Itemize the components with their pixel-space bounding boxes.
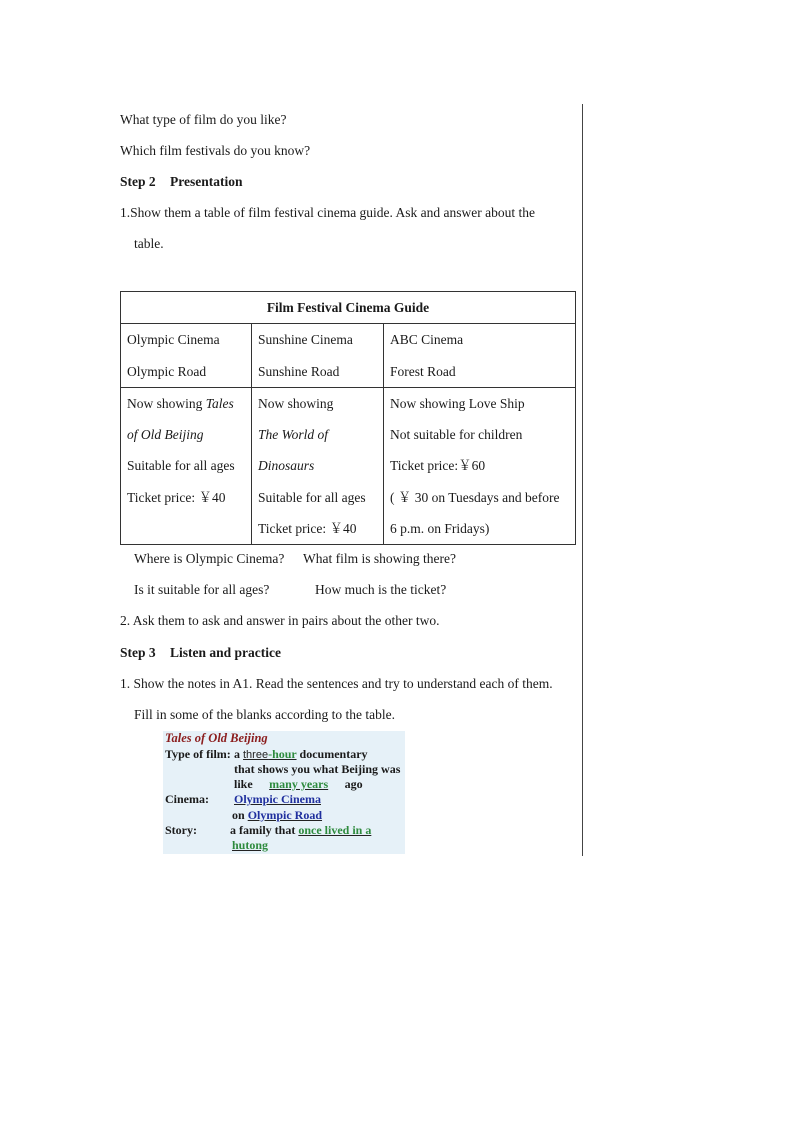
notes-blank-road: Olympic Road — [247, 808, 323, 822]
notes-blank-hour: -hour — [268, 747, 297, 761]
suitability: Suitable for all ages — [127, 458, 235, 474]
notes-on-line — [232, 808, 344, 823]
notes-title: Tales of Old Beijing — [165, 731, 268, 745]
film-title-part2: of Old Beijing — [127, 427, 204, 443]
ticket-price: Ticket price: ￥40 — [127, 489, 226, 505]
discount-line1: ( ￥ 30 on Tuesdays and before — [390, 489, 560, 505]
suitability: Not suitable for children — [390, 427, 523, 443]
notes-blank-three: three — [243, 749, 269, 761]
table-row — [121, 387, 576, 544]
suitability: Suitable for all ages — [258, 489, 366, 505]
table-cell — [252, 387, 384, 544]
notes-blank-many-years: many years — [269, 777, 329, 791]
ticket-price: Ticket price: ￥40 — [258, 521, 357, 537]
step3-title: Listen and practice — [170, 645, 281, 660]
showing-line: Now showing Love Ship — [390, 395, 525, 411]
table-cell — [121, 387, 252, 544]
table-cell — [384, 324, 576, 388]
table-question-2: What film is showing there? — [303, 551, 456, 566]
notes-line2: that shows you what Beijing was — [234, 762, 401, 776]
showing-prefix: Now showing — [127, 395, 206, 411]
table-title: Film Festival Cinema Guide — [121, 292, 576, 324]
page-vertical-rule — [582, 104, 583, 856]
film-title-part1: Tales — [205, 395, 234, 411]
cinema-guide-table — [120, 291, 576, 545]
cinema-road: Forest Road — [390, 363, 456, 379]
cinema-name: Olympic Cinema — [127, 332, 220, 348]
step2-label: Step 2 — [120, 174, 156, 189]
notes-story-text: a family that — [230, 823, 296, 837]
showing-line: Now showing — [258, 395, 334, 411]
table-cell — [121, 324, 252, 388]
table-row — [121, 324, 576, 388]
notes-like-line — [234, 777, 363, 792]
showing-line — [127, 388, 245, 419]
step2-item2: 2. Ask them to ask and answer in pairs about the other two. — [120, 613, 440, 628]
ticket-price: Ticket price:￥60 — [390, 458, 486, 474]
cinema-road: Olympic Road — [127, 363, 207, 379]
notes-blank-story1: once lived in a — [298, 823, 372, 837]
step3-item1-line2: Fill in some of the blanks according to the table. — [134, 707, 395, 722]
step3-heading — [120, 645, 281, 661]
notes-blank-cinema: Olympic Cinema — [234, 792, 321, 806]
notes-image — [163, 731, 405, 854]
table-header-row — [121, 292, 576, 324]
step2-title: Presentation — [170, 174, 243, 189]
notes-cinema-label: Cinema: — [165, 792, 209, 806]
step2-heading — [120, 174, 243, 190]
table-question-3: Is it suitable for all ages? — [134, 582, 270, 597]
intro-question-1: What type of film do you like? — [120, 112, 287, 127]
intro-question-2: Which film festivals do you know? — [120, 143, 311, 158]
table-cell — [384, 387, 576, 544]
notes-story-line — [230, 823, 371, 838]
notes-on: on — [232, 808, 245, 822]
notes-type-line — [234, 747, 368, 762]
notes-ago: ago — [344, 777, 363, 791]
cinema-name: ABC Cinema — [390, 332, 464, 348]
table-question-1: Where is Olympic Cinema? — [134, 551, 285, 566]
cinema-road: Sunshine Road — [258, 363, 340, 379]
step3-label: Step 3 — [120, 645, 156, 660]
cinema-name: Sunshine Cinema — [258, 332, 353, 348]
notes-type-label: Type of film: — [165, 747, 231, 761]
discount-line2: 6 p.m. on Fridays) — [390, 521, 490, 537]
film-title-part2: Dinosaurs — [258, 458, 315, 474]
notes-a: a — [234, 747, 240, 761]
table-question-4: How much is the ticket? — [315, 582, 447, 597]
step2-item1-line2: table. — [134, 236, 164, 251]
notes-story-label: Story: — [165, 823, 197, 837]
step2-item1-line1: 1.Show them a table of film festival cinema guide. Ask and answer about the — [120, 205, 536, 220]
table-cell — [252, 324, 384, 388]
notes-documentary: documentary — [299, 747, 368, 761]
notes-like: like — [234, 777, 253, 791]
notes-blank-story2: hutong — [232, 838, 269, 852]
step3-item1-line1: 1. Show the notes in A1. Read the sentences and try to understand each of them. — [120, 676, 553, 691]
film-title-part1: The World of — [258, 427, 329, 443]
